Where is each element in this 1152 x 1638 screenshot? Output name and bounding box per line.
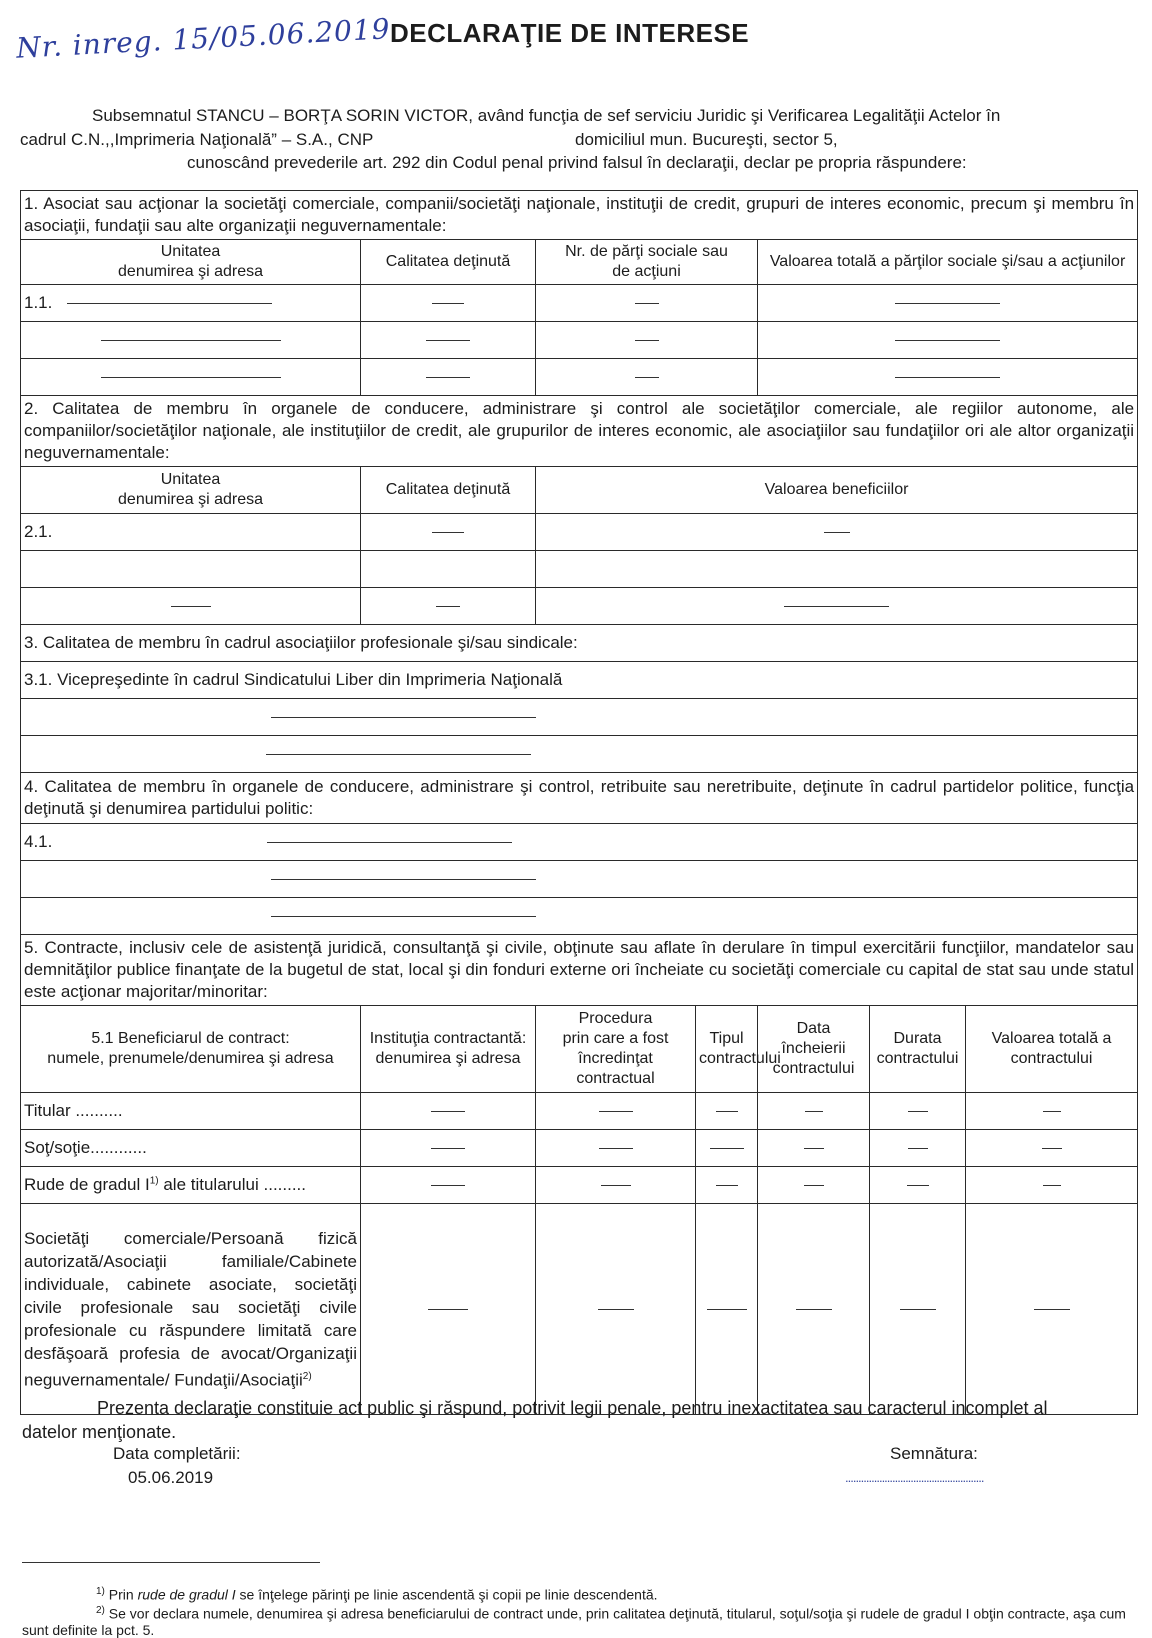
- s2-col-benefits: Valoarea beneficiilor: [536, 467, 1138, 514]
- s5-row-companies: Societăţi comerciale/Persoană fizică autorizată/Asociaţii familiale/Cabinete individuale, cabinete asociate, societăţi civile profesionale sau societăţi civile profesionale cu răspundere limitată care desfăşoară profesia de avocat/Organizaţii neguvernamentale/ Fundaţii/Asociaţii$^{2)}$: [21, 1204, 361, 1415]
- table-row: [21, 1093, 1138, 1130]
- s5-col-type: Tipul contractului: [696, 1006, 758, 1093]
- s5-col-date: Data încheierii contractului: [758, 1006, 870, 1093]
- declaration-table: [20, 190, 1138, 1415]
- s5-col-value: Valoarea totală a contractului: [966, 1006, 1138, 1093]
- table-row: [21, 285, 1138, 322]
- s4-row-label: 4.1.: [24, 832, 53, 851]
- s2-col-quality: Calitatea deţinută: [361, 467, 536, 514]
- s2-row-label: 2.1.: [21, 514, 361, 551]
- section-2-heading: 2. Calitatea de membru în organele de conducere, administrare şi control ale societăţilor comerciale, ale regiilor autonome, ale companiilor/societăţilor naţionale, ale instituţiilor de credit, ale grupurilor de interes economic, ale asociaţiilor sau fundaţiilor ori ale altor organizaţii neguvernamentale:: [21, 396, 1138, 467]
- section-3-heading: 3. Calitatea de membru în cadrul asociaţiilor profesionale şi/sau sindicale:: [21, 625, 1138, 662]
- s1-row-label: 1.1.: [24, 293, 53, 312]
- signature-dotted-line: .....................................................: [845, 1470, 984, 1485]
- table-row: [21, 588, 1138, 625]
- closing-line-2: datelor menţionate.: [22, 1422, 177, 1442]
- signature-label: Semnătura:: [890, 1444, 978, 1463]
- s5-col-procedure: Procedura prin care a fost încredinţat contractual: [536, 1006, 696, 1093]
- handwritten-registration-number: Nr. inreg. 15/05.06.2019: [15, 12, 392, 65]
- s1-col-unit: Unitatea denumirea şi adresa: [21, 240, 361, 285]
- document-title: DECLARAŢIE DE INTERESE: [390, 18, 750, 48]
- s5-col-duration: Durata contractului: [870, 1006, 966, 1093]
- section-5-header-row: [21, 1006, 1138, 1093]
- s5-col-beneficiary: 5.1 Beneficiarul de contract: numele, prenumele/denumirea şi adresa: [21, 1006, 361, 1093]
- closing-line-1: Prezenta declaraţie constituie act public şi răspund, potrivit legii penale, pentru inexactitatea sau caracterul incomplet al: [97, 1398, 1048, 1418]
- table-row: [21, 359, 1138, 396]
- s1-col-quality: Calitatea deţinută: [361, 240, 536, 285]
- section-1-header-row: [21, 240, 1138, 285]
- s5-row-titular: Titular ..........: [21, 1093, 361, 1130]
- table-row: [21, 514, 1138, 551]
- s5-row-relatives: Rude de gradul $I^{1)}$ ale titularului .........: [21, 1167, 361, 1204]
- table-row: [21, 1130, 1138, 1167]
- section-5-heading: 5. Contracte, inclusiv cele de asistenţă juridică, consultanţă şi civile, obţinute sau aflate în derulare în timpul exercitării funcţiilor, mandatelor sau demnităţilor publice finanţate de la bugetul de stat, local şi din fonduri externe ori încheiate cu societăţi comerciale cu capital de stat sau unde statul este acţionar majoritar/minoritar:: [21, 935, 1138, 1006]
- intro-line-2a: cadrul C.N.,,Imprimeria Naţională” – S.A., CNP: [20, 130, 374, 149]
- date-label: Data completării:: [113, 1444, 241, 1463]
- section-2-header-row: [21, 467, 1138, 514]
- footnote-2: $^{2)}$ Se vor declara numele, denumirea şi adresa beneficiarului de contract unde, prin calitatea deţinută, titularul, soţul/soţia şi rudele de gradul I obţin contracte, aşa cum sunt definite la pct. 5.: [22, 1605, 1126, 1638]
- section-4-heading: 4. Calitatea de membru în organele de conducere, administrare şi control, retribuite sau neretribuite, deţinute în cadrul partidelor politice, funcţia deţinută şi denumirea partidului politic:: [21, 773, 1138, 824]
- table-row: [21, 322, 1138, 359]
- footnote-1: $^{1)}$ Prin rude de gradul I se înţelege părinţi pe linie ascendentă şi copii pe linie descendentă.: [96, 1586, 658, 1603]
- date-value: 05.06.2019: [128, 1468, 214, 1487]
- s1-col-shares: Nr. de părţi sociale sau de acţiuni: [536, 240, 758, 285]
- section-1-heading: 1. Asociat sau acţionar la societăţi comerciale, companii/societăţi naţionale, instituţii de credit, grupuri de interes economic, precum şi membru în asociaţii, fundaţii sau alte organizaţii neguvernamentale:: [21, 191, 1138, 240]
- intro-line-3: cunoscând prevederile art. 292 din Codul penal privind falsul în declaraţii, declar pe propria răspundere:: [187, 153, 967, 172]
- footnote-divider: [22, 1562, 320, 1563]
- table-row: [21, 1167, 1138, 1204]
- s5-row-spouse: Soţ/soţie............: [21, 1130, 361, 1167]
- s1-col-total-value: Valoarea totală a părţilor sociale şi/sau a acţiunilor: [758, 240, 1138, 285]
- s5-col-institution: Instituţia contractantă: denumirea şi adresa: [361, 1006, 536, 1093]
- table-row: [21, 1204, 1138, 1415]
- table-row: [21, 551, 1138, 588]
- s2-col-unit: Unitatea denumirea şi adresa: [21, 467, 361, 514]
- intro-line-1: Subsemnatul STANCU – BORŢA SORIN VICTOR, având funcţia de sef serviciu Juridic şi Verificarea Legalităţii Actelor în: [92, 106, 1001, 125]
- intro-line-2b: domiciliul mun. Bucureşti, sector 5,: [575, 130, 838, 149]
- section-3-row-1: 3.1. Vicepreşedinte în cadrul Sindicatului Liber din Imprimeria Naţională: [21, 662, 1138, 699]
